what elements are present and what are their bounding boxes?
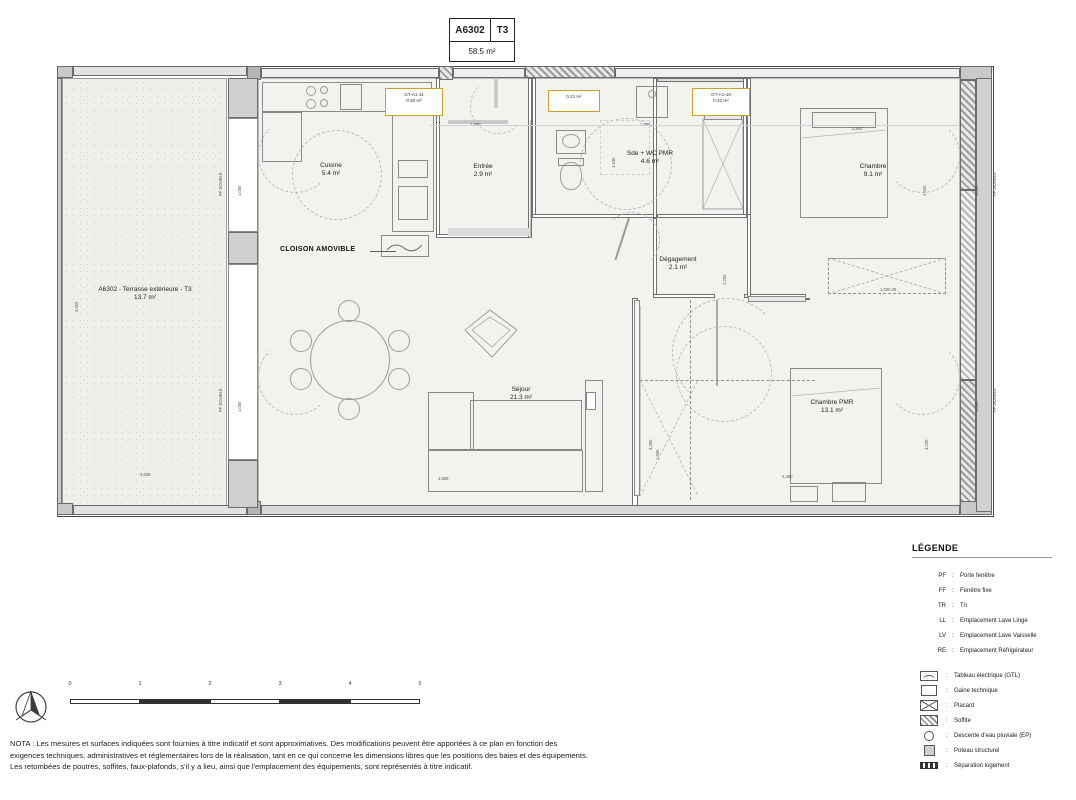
legend-row-gaine: : Gaine technique	[912, 683, 1052, 698]
pf-label-left-1: PF DOUBLE	[218, 172, 223, 196]
soffite-cross	[640, 380, 700, 498]
room-label-sejour: Séjour 21.3 m²	[509, 386, 533, 401]
dim-chambre-pmr-h: 4,480	[782, 474, 793, 479]
dim-degagement-v: 1,200	[722, 274, 727, 285]
gtl-icon	[912, 671, 946, 681]
apartment-badge	[449, 18, 515, 62]
legend-row-lv: LV : Emplacement Lave Vaisselle	[939, 632, 1037, 639]
armchair-symbol	[455, 305, 525, 365]
soffite-icon	[912, 715, 946, 726]
scale-tick-3: 3	[278, 681, 282, 687]
legend-row-ep: : Descente d'eau pluviale (EP)	[912, 728, 1052, 743]
note-ref-3: GT-A1-10	[711, 92, 731, 97]
scale-tick-4: 4	[348, 681, 352, 687]
scale-tick-5: 5	[418, 681, 422, 687]
dim-sde-v: 1,630	[611, 157, 616, 168]
legend-title: LÉGENDE	[912, 543, 959, 553]
shower-symbol	[702, 118, 744, 210]
badge-row-primary	[450, 19, 514, 42]
apartment-type: T3	[496, 24, 509, 36]
separation-logement-icon	[912, 762, 946, 769]
note-value-2: 0.21 m²	[566, 94, 582, 99]
dim-chambre-pmr-v: 3,020	[924, 439, 929, 450]
note-ref-1: GT-A1-11	[404, 92, 424, 97]
scale-tick-0: 0	[68, 681, 72, 687]
legend-row-re: RE : Emplacement Réfrigérateur	[937, 647, 1034, 654]
legend-row-placard: : Placard	[912, 698, 1052, 713]
pf-label-left-2: PF DOUBLE	[218, 388, 223, 412]
legend-row-pf: PF : Porte fenêtre	[938, 572, 995, 579]
note-value-1: 0.30 m²	[406, 98, 422, 103]
room-label-entree: Entrée 2.9 m²	[473, 163, 493, 178]
dim-pf-left-top: 1,000	[237, 185, 242, 196]
room-label-sde-wc: Sde + WC PMR 4.6 m²	[626, 150, 674, 165]
note-box-gaine-2	[548, 90, 600, 112]
poteau-structurel-icon	[912, 745, 946, 756]
dim-chambre-v: 2,500	[922, 185, 927, 196]
note-box-gt-a1-11	[385, 88, 443, 116]
dim-terrace-v: 3,060	[74, 301, 79, 312]
scale-tick-1: 1	[138, 681, 142, 687]
cloison-amovible-label: CLOISON AMOVIBLE	[280, 246, 356, 253]
dim-placard: 1,020.25	[880, 287, 897, 292]
legend-row-poteau: : Poteau structurel	[912, 743, 1052, 758]
legend-row-ff: FF : Fenêtre fixe	[938, 587, 992, 594]
scale-bar	[68, 681, 422, 716]
nota-text: NOTA : Les mesures et surfaces indiquées sont fournies à titre indicatif et sont approximatives. Des modifications peuvent être apportées à ce plan en fonction des exigences techniques, administratives et réglementaires lors de la réalisation, tant en ce qui concerne les dimensions libres que les positions des baies et des équipements. Les retombées de poutres, soffites, faux-plafonds, s'il y a lieu, ainsi que l'emplacement des équipements, sont représentés à titre indicatif.	[10, 739, 588, 772]
room-label-terrasse: A6302 - Terrasse extérieure - T3 13.7 m²	[98, 286, 192, 301]
dim-terrace-h: 3,345	[140, 472, 151, 477]
legend-row-gtl: : Tableau électrique (GTL)	[912, 668, 1052, 683]
room-label-cuisine: Cuisine 5.4 m²	[320, 162, 342, 177]
dim-chambre-h: 2,840	[852, 126, 863, 131]
pf-label-right-2: PF DOUBLE	[992, 388, 997, 412]
legend-panel	[912, 543, 1052, 773]
note-value-3: 0.31 m²	[713, 98, 729, 103]
legend-row-separation: : Séparation logement	[912, 758, 1052, 773]
legend-row-ll: LL : Emplacement Lave Linge	[939, 617, 1028, 624]
legend-row-tr: TR : Tri	[938, 602, 967, 609]
legend-row-soffite: : Soffite	[912, 713, 1052, 728]
pf-label-right-1: PF DOUBLE	[992, 172, 997, 196]
north-arrow-icon	[10, 686, 52, 728]
dim-right-top: 1,000	[974, 185, 979, 196]
dim-sejour-h: 3,865	[438, 476, 449, 481]
bed-pmr-symbol	[790, 368, 882, 484]
apartment-code: A6302	[450, 19, 491, 41]
descente-eau-pluviale-icon	[912, 731, 946, 741]
gaine-technique-icon	[912, 685, 946, 696]
note-box-gt-a1-10	[692, 88, 750, 116]
room-label-degagement: Dégagement 2.1 m²	[659, 256, 697, 271]
dim-pf-left-bottom: 1,000	[237, 401, 242, 412]
dim-sejour-v: 3,350	[648, 439, 653, 450]
dim-door-v: 1,550	[655, 449, 660, 460]
scale-tick-2: 2	[208, 681, 212, 687]
room-label-chambre-pmr: Chambre PMR 13.1 m²	[810, 399, 854, 414]
placard-icon	[912, 700, 946, 711]
dim-right-bottom: 1,000	[974, 401, 979, 412]
room-label-chambre: Chambre 9.1 m²	[859, 163, 887, 178]
legend-divider	[912, 557, 1052, 558]
apartment-area: 58.5 m²	[468, 47, 496, 56]
